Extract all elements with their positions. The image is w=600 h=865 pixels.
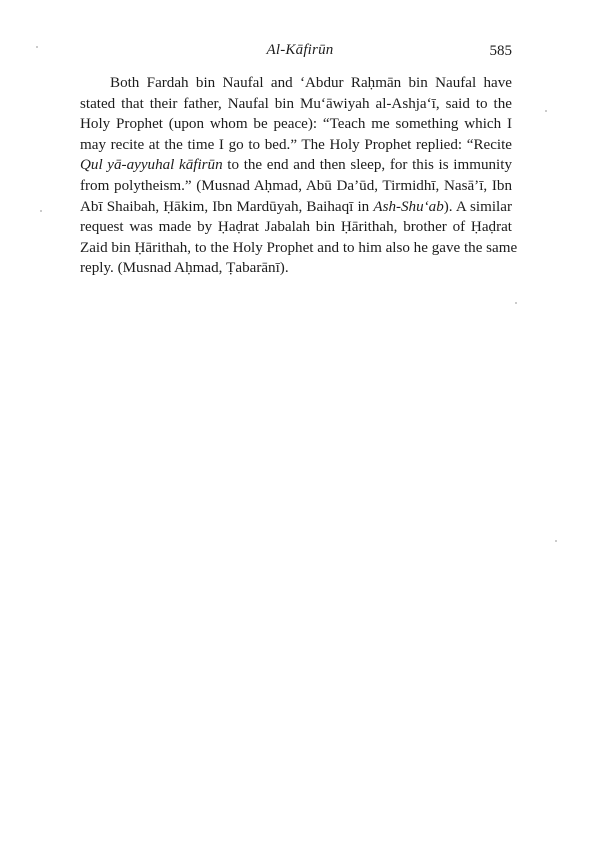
paragraph-line (80, 155, 512, 176)
paragraph-line: may recite at the time I go to bed.” The Holy Prophet replied: “Recite (80, 136, 512, 153)
paragraph-line: request was made by Ḥaḍrat Jabalah bin Ḥārithah, brother of Ḥaḍrat (80, 219, 512, 236)
source-title-italic: Ash-Shu‘ab (373, 198, 444, 215)
scan-speck (40, 210, 42, 212)
scan-speck (515, 302, 517, 304)
running-header (0, 40, 600, 62)
paragraph-line: from polytheism.” (Musnad Aḥmad, Abū Da’ūd, Tirmidhī, Nasā’ī, Ibn (80, 177, 512, 194)
paragraph-line: stated that their father, Naufal bin Mu‘āwiyah al-Ashja‘ī, said to the (80, 95, 512, 112)
paragraph-line: reply. (Musnad Aḥmad, Ṭabarānī). (80, 260, 289, 277)
scan-speck (36, 46, 38, 48)
line-text: ). A similar (443, 198, 512, 215)
paragraph-line: Both Fardah bin Naufal and ‘Abdur Raḥmān bin Naufal have (110, 75, 512, 91)
scan-speck (555, 540, 557, 542)
paragraph-line: Holy Prophet (upon whom be peace): “Teach me something which I (80, 116, 512, 133)
line-text: to the end and then sleep, for this is immunity (222, 157, 512, 174)
paragraph-line: Zaid bin Ḥārithah, to the Holy Prophet and to him also he gave the same (80, 239, 518, 256)
running-title: Al-Kāfirūn (266, 42, 334, 58)
page-number: 585 (489, 43, 512, 59)
surah-opening-italic: Qul yā-ayyuhal kāfirūn (80, 157, 223, 174)
line-text: Abī Shaibah, Ḥākim, Ibn Mardūyah, Baihaqī in (80, 198, 374, 215)
scan-speck (545, 110, 547, 112)
body-paragraph (80, 73, 518, 279)
paragraph-line (80, 197, 512, 218)
